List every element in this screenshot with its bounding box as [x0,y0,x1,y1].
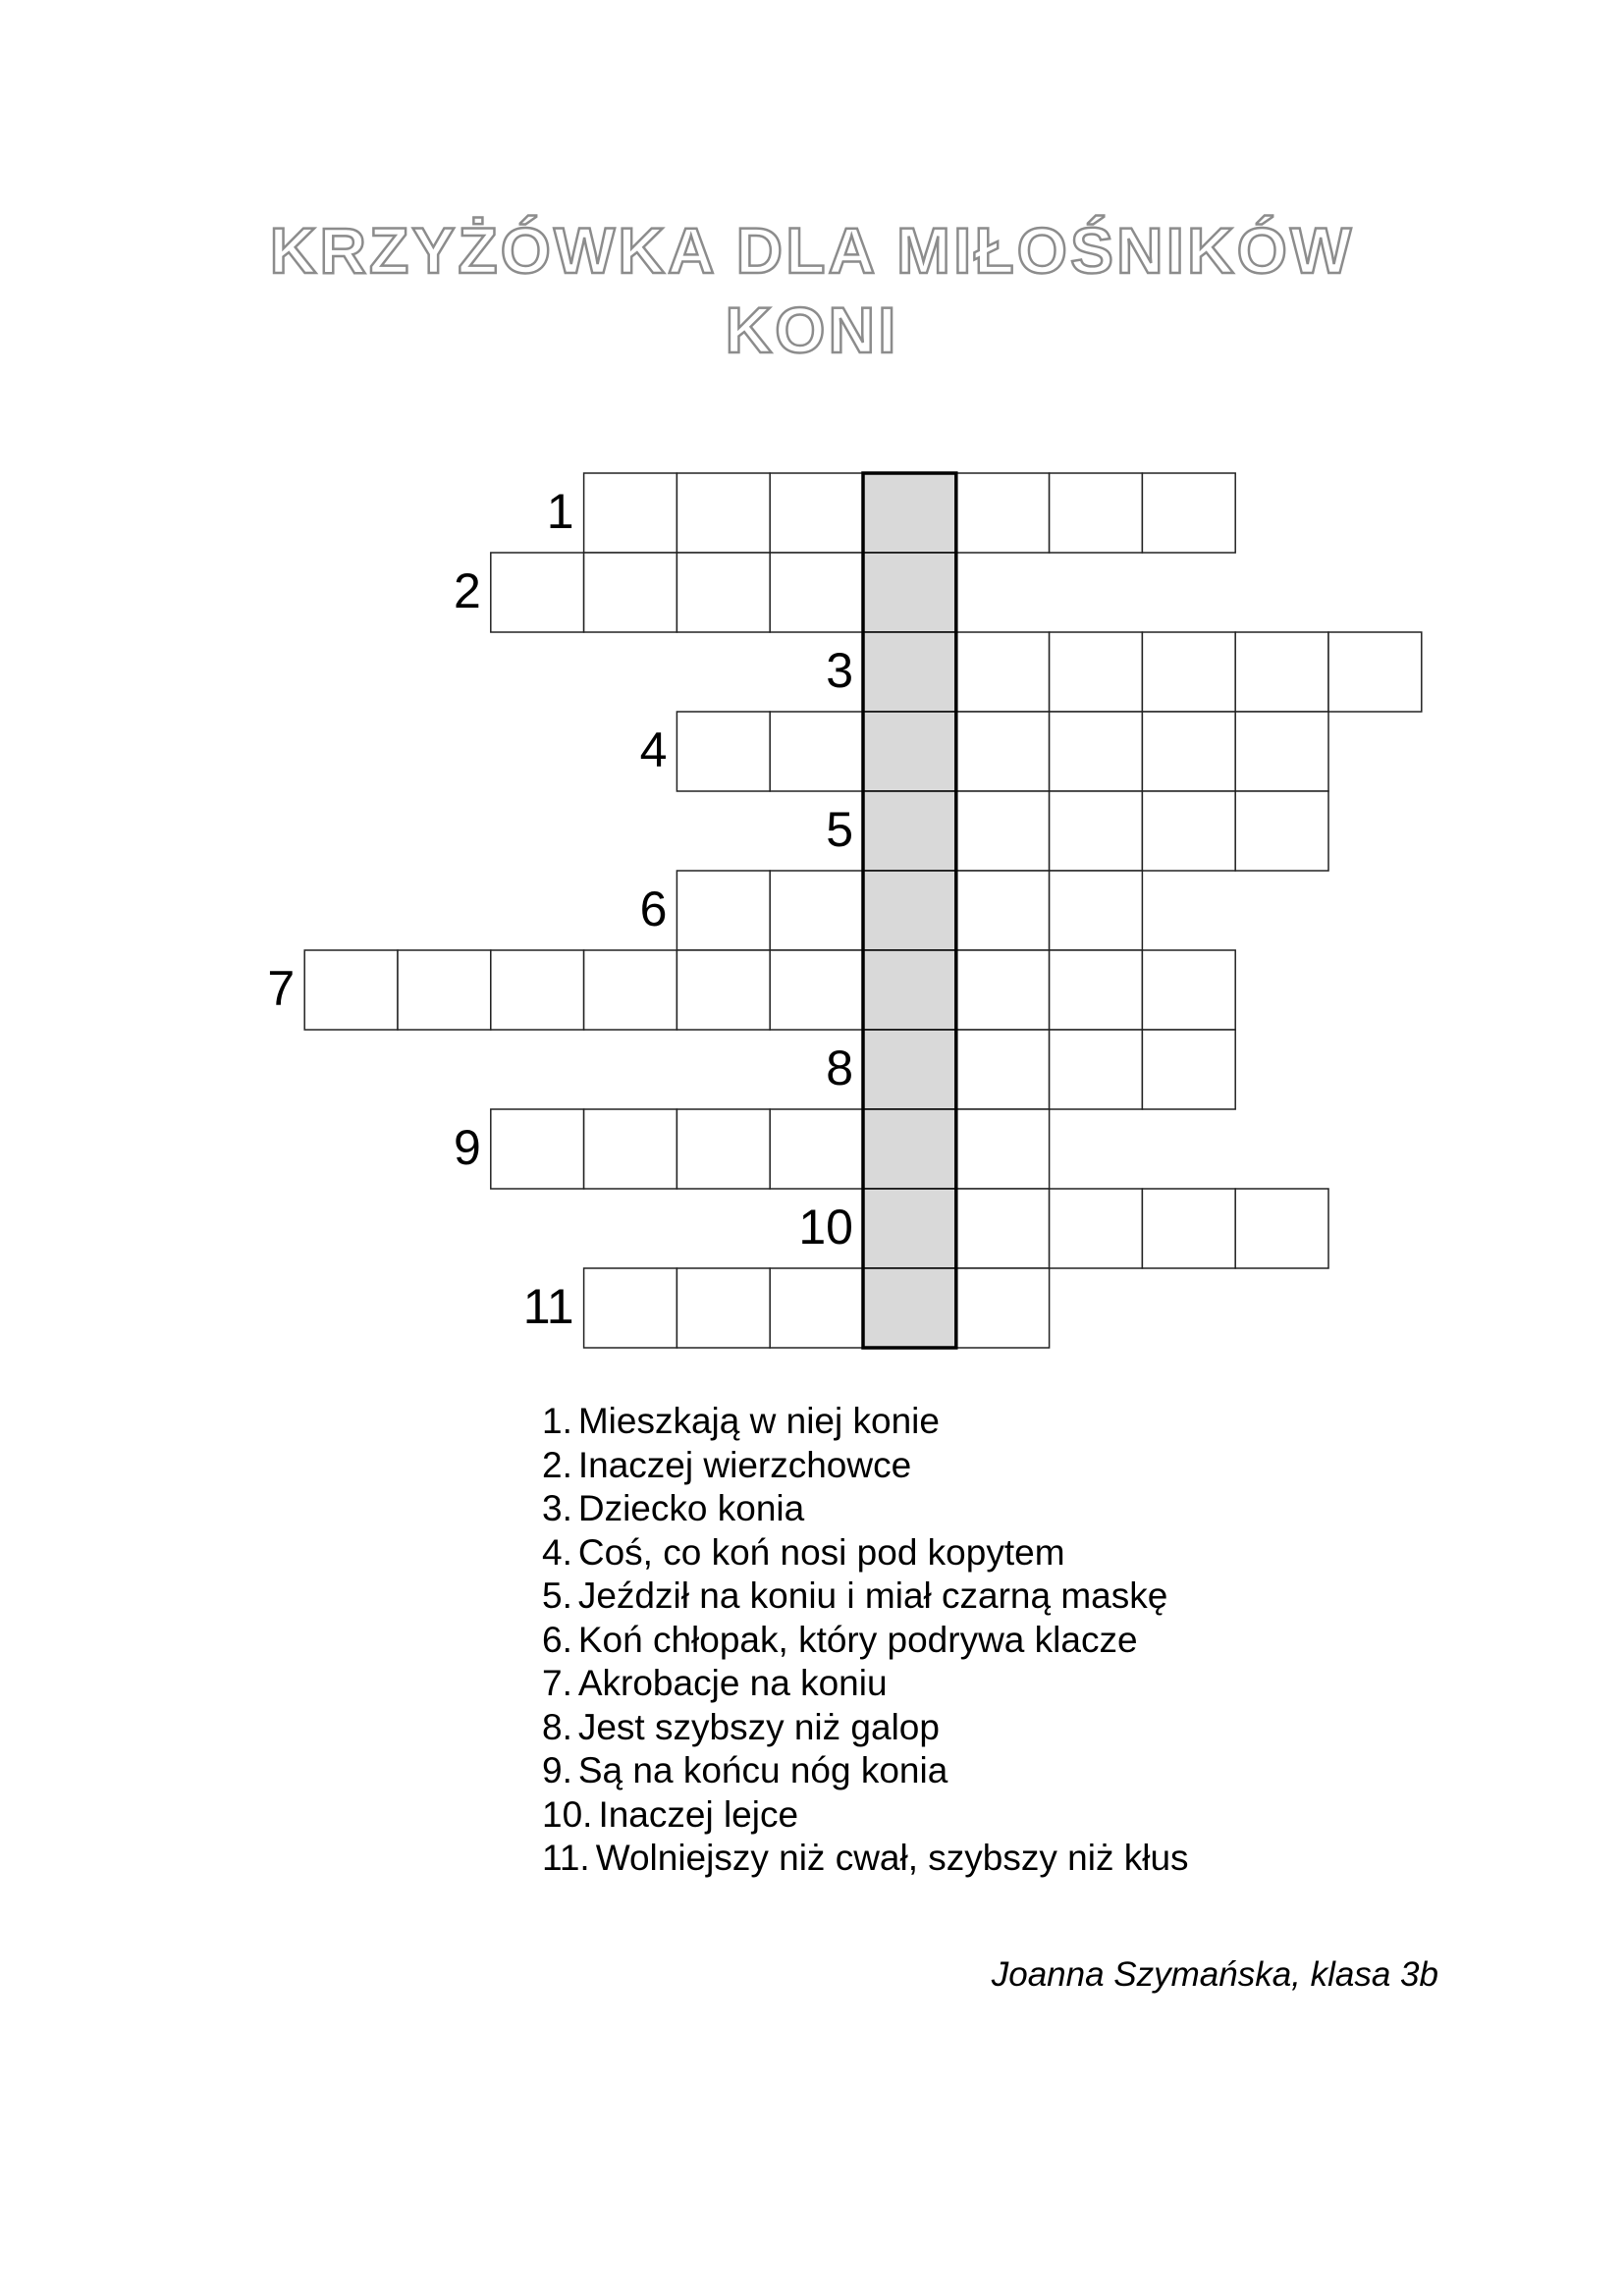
key-column-cell [863,1109,956,1189]
crossword-cell[interactable] [584,950,677,1030]
clue-number: 5. [542,1575,572,1616]
crossword-cell[interactable] [1142,632,1235,712]
crossword-cell[interactable] [1142,1189,1235,1268]
crossword-cell[interactable] [491,553,584,632]
clue-item [542,1487,1189,1531]
crossword-cell[interactable] [1050,712,1143,791]
crossword-cell[interactable] [1142,712,1235,791]
clue-number: 3. [542,1488,572,1528]
clue-number: 2. [542,1444,572,1485]
crossword-cell[interactable] [1142,791,1235,871]
crossword-cell[interactable] [1235,791,1328,871]
clue-text: Coś, co koń nosi pod kopytem [577,1531,1065,1573]
clue-item [542,1662,1189,1706]
crossword-cell[interactable] [677,473,770,553]
clue-text: Mieszkają w niej konie [577,1401,940,1441]
crossword-cell[interactable] [956,473,1050,553]
clue-number: 8. [542,1706,572,1747]
crossword-cell[interactable] [677,1268,770,1348]
clue-item [542,1575,1189,1619]
key-column-cell [863,712,956,791]
crossword-cell[interactable] [677,553,770,632]
clue-item [542,1793,1189,1838]
row-number: 3 [826,643,853,698]
clue-text: Jest szybszy niż galop [577,1706,940,1747]
crossword-cell[interactable] [584,553,677,632]
page-title: KRZYŻÓWKA DLA MIŁOŚNIKÓW [269,214,1355,287]
clue-item [542,1400,1189,1444]
key-column-cell [863,871,956,950]
clue-text: Są na końcu nóg konia [577,1750,948,1790]
crossword-cell[interactable] [1050,632,1143,712]
clue-item [542,1444,1189,1488]
row-number: 10 [798,1200,853,1255]
crossword-cell[interactable] [1142,473,1235,553]
crossword-cell[interactable] [770,473,863,553]
crossword-cell[interactable] [1050,1030,1143,1109]
crossword-cell[interactable] [956,950,1050,1030]
row-number: 8 [826,1041,853,1095]
crossword-cell[interactable] [770,871,863,950]
crossword-cell[interactable] [1050,1189,1143,1268]
key-column-cell [863,632,956,712]
clue-number: 9. [542,1750,572,1790]
crossword-cell[interactable] [1142,950,1235,1030]
key-column-cell [863,1030,956,1109]
key-column-cell [863,473,956,553]
crossword-cell[interactable] [1328,632,1422,712]
clue-number: 10. [542,1793,593,1835]
clue-text: Jeździł na koniu i miał czarną maskę [577,1575,1168,1616]
crossword-cell[interactable] [770,1268,863,1348]
row-number: 5 [826,802,853,857]
key-column-cell [863,1189,956,1268]
row-number: 1 [546,484,574,539]
clue-item [542,1749,1189,1793]
clue-text: Dziecko konia [577,1488,805,1528]
key-column-cell [863,791,956,871]
crossword-cell[interactable] [1235,712,1328,791]
crossword-cell[interactable] [1235,632,1328,712]
crossword-cell[interactable] [1050,871,1143,950]
key-column-cell [863,950,956,1030]
author-signature: Joanna Szymańska, klasa 3b [991,1955,1438,1994]
crossword-cell[interactable] [770,553,863,632]
clue-text: Wolniejszy niż cwał, szybszy niż kłus [595,1838,1189,1878]
row-number: 2 [453,563,481,618]
clue-text: Akrobacje na koniu [577,1663,888,1703]
crossword-cell[interactable] [770,950,863,1030]
crossword-cell[interactable] [1050,950,1143,1030]
crossword-cell[interactable] [956,1268,1050,1348]
crossword-cell[interactable] [304,950,398,1030]
crossword-cell[interactable] [956,1030,1050,1109]
crossword-cell[interactable] [398,950,491,1030]
row-number: 11 [522,1279,574,1334]
clue-list [542,1400,1189,1881]
clue-text: Inaczej wierzchowce [577,1444,912,1485]
row-number: 9 [453,1120,481,1175]
crossword-cell[interactable] [491,950,584,1030]
clue-item [542,1531,1189,1575]
clue-number: 1. [542,1401,572,1441]
crossword-cell[interactable] [770,712,863,791]
clue-text: Koń chłopak, który podrywa klacze [577,1619,1138,1660]
crossword-cell[interactable] [677,712,770,791]
clue-number: 7. [542,1663,572,1703]
page-title-line-2: KONI [725,294,899,366]
crossword-cell[interactable] [956,791,1050,871]
key-column-cell [863,1268,956,1348]
crossword-cell[interactable] [956,871,1050,950]
crossword-cell[interactable] [770,1109,863,1189]
crossword-cell[interactable] [584,1109,677,1189]
clue-item [542,1837,1189,1881]
clue-text: Inaczej lejce [598,1793,799,1835]
crossword-cell[interactable] [1050,473,1143,553]
crossword-cell[interactable] [677,950,770,1030]
clue-number: 6. [542,1619,572,1660]
crossword-cell[interactable] [491,1109,584,1189]
crossword-cell[interactable] [956,712,1050,791]
crossword-cell[interactable] [956,1109,1050,1189]
crossword-cell[interactable] [956,1189,1050,1268]
row-number: 7 [267,961,296,1016]
crossword-cell[interactable] [677,1109,770,1189]
row-number: 6 [639,881,668,936]
clue-item [542,1706,1189,1750]
crossword-cell[interactable] [956,632,1050,712]
crossword-cell[interactable] [677,871,770,950]
row-number: 4 [639,722,668,777]
crossword-cell[interactable] [1142,1030,1235,1109]
clue-number: 11. [542,1838,590,1878]
crossword-cell[interactable] [1050,791,1143,871]
clue-number: 4. [542,1531,572,1573]
crossword-cell[interactable] [584,473,677,553]
crossword-cell[interactable] [584,1268,677,1348]
clue-item [542,1619,1189,1663]
key-column-cell [863,553,956,632]
crossword-cell[interactable] [1235,1189,1328,1268]
